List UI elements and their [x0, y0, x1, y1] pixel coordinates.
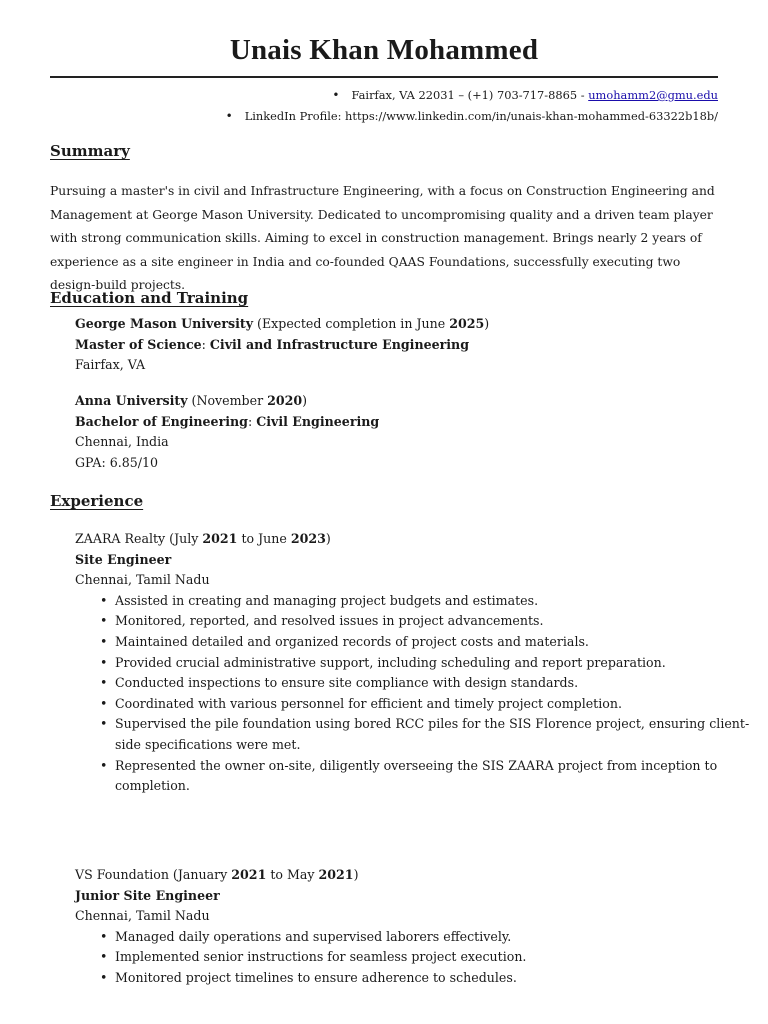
list-item: • Maintained detailed and organized records of project costs and materials. — [115, 632, 755, 653]
list-item: • Monitored project timelines to ensure adherence to schedules. — [115, 968, 755, 989]
school-location: Chennai, India — [75, 434, 169, 450]
job-title: Junior Site Engineer — [75, 887, 220, 903]
job-title: Site Engineer — [75, 551, 172, 567]
linkedin-line: • LinkedIn Profile: https://www.linkedin.com/in/unais-khan-mohammed-63322b18b/ — [226, 106, 718, 127]
resume-name: Unais Khan Mohammed — [229, 34, 539, 66]
email-link[interactable]: umohamm2@gmu.edu — [588, 88, 718, 102]
degree-field: Civil Engineering — [256, 413, 380, 429]
school-location: Fairfax, VA — [75, 357, 146, 373]
job-company: VS Foundation (January — [75, 867, 232, 882]
experience-heading: Experience — [50, 492, 144, 510]
degree-field: Civil and Infrastructure Engineering — [209, 336, 470, 352]
list-item: • Represented the owner on-site, diligently overseeing the SIS ZAARA project from inception to completion. — [115, 756, 755, 797]
education-entry: George Mason University (Expected completion in June 2025) Master of Science: Civil and Infrastructure Engineering Fairfax, VA — [75, 314, 489, 376]
education-entry: Anna University (November 2020) Bachelor of Engineering: Civil Engineering Chennai, India GPA: 6.85/10 — [75, 391, 379, 473]
list-item: • Assisted in creating and managing project budgets and estimates. — [115, 591, 755, 612]
list-item: • Conducted inspections to ensure site compliance with design standards. — [115, 673, 755, 694]
job-duties — [75, 591, 755, 797]
job-entry: ZAARA Realty (July 2021 to June 2023) Site Engineer Chennai, Tamil Nadu • Assisted in creating and managing project budgets and estimates. • Monitored, reported, and resolved issues in project advancements. • Maintained detailed and organized records of project costs and materials. • Provided crucial administrative support, including scheduling and report preparation. • Conducted inspections to ensure site compliance with design standards. • Coordinated with various personnel for efficient and timely project completion. • Supervised the pile foundation using bored RCC piles for the SIS Florence project, ensuring client-side specifications were met. • Represented the owner on-site, diligently overseeing the SIS ZAARA project from inception to completion. — [75, 529, 755, 797]
education-heading: Education and Training — [50, 289, 249, 307]
contact-location-phone: Fairfax, VA 22031 – (+1) 703-717-8865 - — [351, 88, 589, 102]
school-name: George Mason University — [75, 316, 254, 331]
contact-line — [226, 85, 718, 106]
list-item: • Coordinated with various personnel for efficient and timely project completion. — [115, 694, 755, 715]
job-duties — [75, 927, 755, 989]
list-item: • Monitored, reported, and resolved issues in project advancements. — [115, 611, 755, 632]
summary-text: Pursuing a master's in civil and Infrastructure Engineering, with a focus on Construction Engineering and Management at George Mason University. Dedicated to uncompromising quality and a driven team player with strong communication skills. Aiming to excel in construction management. Brings nearly 2 years of experience as a site engineer in India and co-founded QAAS Foundations, successfully executing two design-build projects. — [50, 184, 715, 292]
job-location: Chennai, Tamil Nadu — [75, 572, 210, 588]
list-item: • Managed daily operations and supervised laborers effectively. — [115, 927, 755, 948]
list-item: • Provided crucial administrative support, including scheduling and report preparation. — [115, 653, 755, 674]
contact-list — [226, 85, 718, 127]
list-item: • Supervised the pile foundation using bored RCC piles for the SIS Florence project, ensuring client-side specifications were met. — [115, 714, 755, 755]
degree-name: Master of Science — [75, 336, 202, 352]
summary-heading: Summary — [50, 142, 130, 160]
gpa: GPA: 6.85/10 — [75, 454, 159, 470]
job-company: ZAARA Realty (July — [75, 531, 203, 546]
job-location: Chennai, Tamil Nadu — [75, 908, 210, 924]
school-name: Anna University — [75, 393, 188, 408]
degree-name: Bachelor of Engineering — [75, 413, 248, 429]
job-entry: VS Foundation (January 2021 to May 2021) Junior Site Engineer Chennai, Tamil Nadu • Managed daily operations and supervised laborers effectively. • Implemented senior instructions for seamless project execution. • Monitored project timelines to ensure adherence to schedules. — [75, 865, 755, 989]
header-divider — [50, 76, 718, 78]
list-item: • Implemented senior instructions for seamless project execution. — [115, 947, 755, 968]
